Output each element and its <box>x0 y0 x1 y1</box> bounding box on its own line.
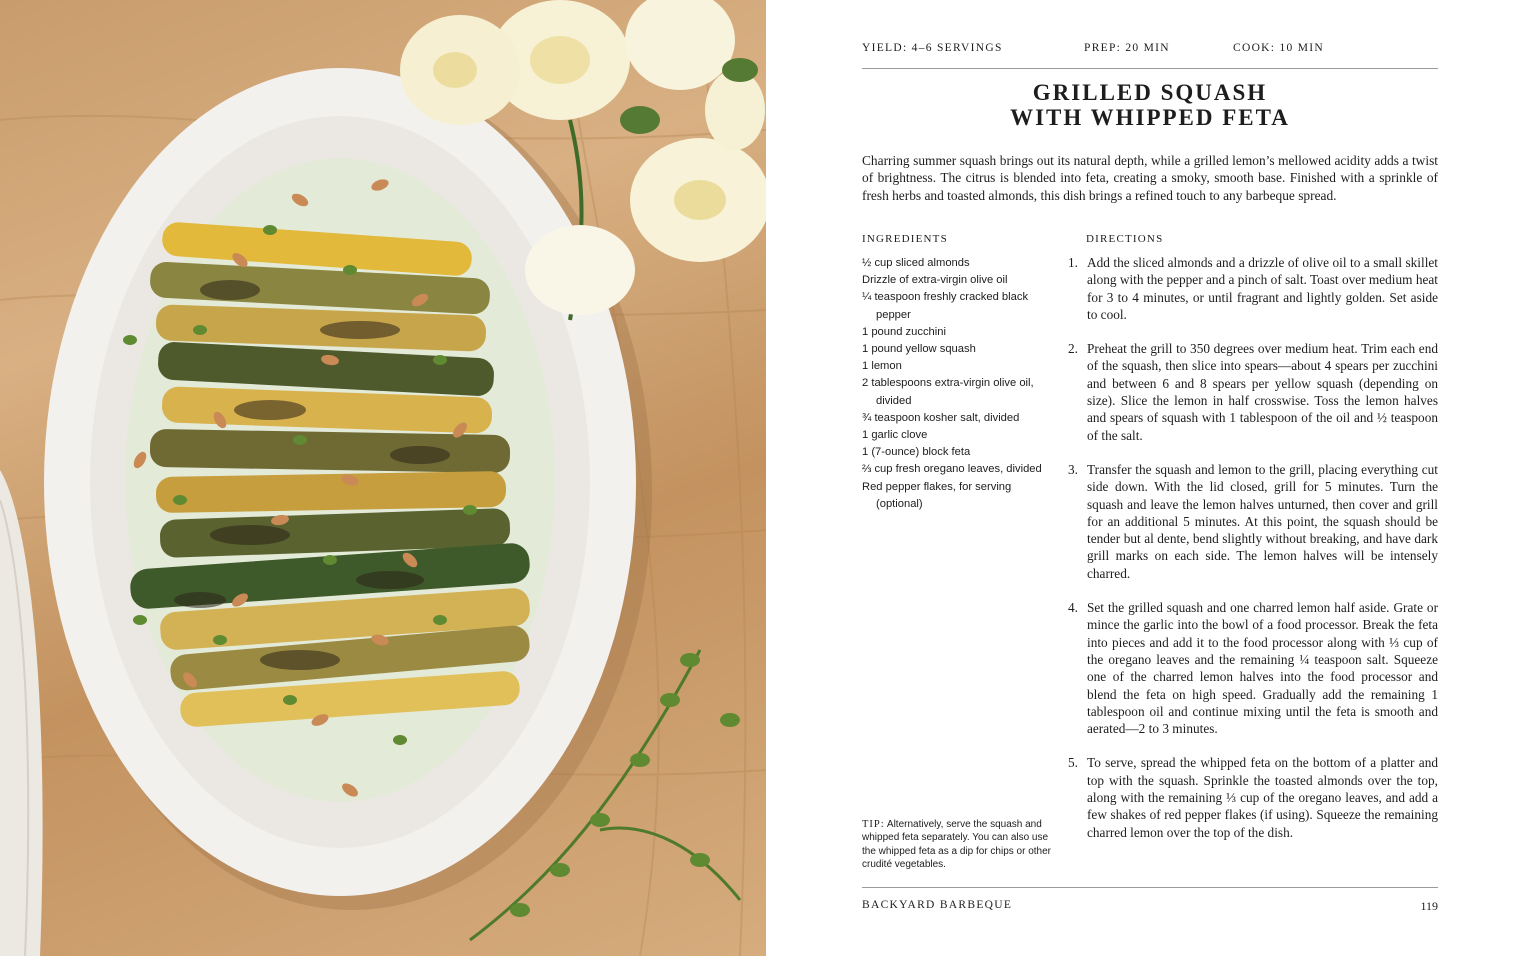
ingredients-heading: INGREDIENTS <box>862 233 948 245</box>
ingredients-list <box>862 255 1058 513</box>
step-number: 1. <box>1068 255 1078 270</box>
step-number: 2. <box>1068 341 1078 357</box>
yield-text: YIELD: 4–6 SERVINGS <box>862 42 1003 54</box>
cook-time-text: COOK: 10 MIN <box>1233 42 1324 54</box>
direction-step <box>1062 254 1438 323</box>
ingredient-item: 1 pound zucchini <box>862 325 946 338</box>
direction-step <box>1062 461 1438 582</box>
ingredient-item: Red pepper flakes, for serving (optional) <box>862 480 1012 510</box>
directions-list <box>1062 254 1438 841</box>
tip-note <box>862 818 1058 872</box>
direction-step <box>1062 754 1438 840</box>
title-line-1: GRILLED SQUASH <box>1032 80 1268 105</box>
recipe-page <box>766 0 1532 956</box>
step-text: Transfer the squash and lemon to the grill, placing everything cut side down. With the lid closed, grill for 5 minutes. Turn the squash and leave the lemon halves unturned, then cover and grill for an additional 5 minutes. At this point, the squash should be tender but al dente, bend slightly without breaking, and have dark grill marks on each side. The lemon halves will be intensely charred. <box>1087 461 1438 581</box>
step-number: 5. <box>1068 755 1078 771</box>
ingredient-item: ¾ teaspoon kosher salt, divided <box>862 411 1020 424</box>
tip-text: Alternatively, serve the squash and whipped feta separately. You can also use the whipped feta as a dip for chips or other crudité vegetables. <box>862 819 1052 871</box>
step-text: Preheat the grill to 350 degrees over medium heat. Trim each end of the squash, then slice into spears—about 4 spears per zucchini and between 6 and 8 spears per yellow squash (depending on size). Slice the lemon in half crosswise. Toss the lemon halves and spears of squash with 1 tablespoon of the oil and ½ teaspoon of the salt. <box>1087 341 1438 443</box>
ingredient-item: ⅔ cup fresh oregano leaves, divided <box>862 463 1042 476</box>
title-line-2: WITH WHIPPED FETA <box>1010 105 1290 130</box>
directions-heading: DIRECTIONS <box>1086 233 1164 245</box>
top-divider <box>862 68 1438 69</box>
tip-label: TIP: <box>862 819 885 830</box>
ingredient-item: 2 tablespoons extra-virgin olive oil, divided <box>862 377 1034 407</box>
step-text: Set the grilled squash and one charred lemon half aside. Grate or mince the garlic into the bowl of a food processor. Break the feta into pieces and add it to the food processor along with ⅓ cup of the oregano leaves and the remaining ¼ teaspoon salt. Squeeze one of the charred lemon halves into the food processor and blend the feta on high speed. Gradually add the remaining 1 tablespoon oil and continue mixing until the feta is smooth and aerated—2 to 3 minutes. <box>1087 600 1438 737</box>
recipe-meta <box>862 42 1438 62</box>
step-text: Add the sliced almonds and a drizzle of olive oil to a small skillet along with the pepper and a pinch of salt. Toast over medium heat for 3 to 4 minutes, or until fragrant and lightly golden. Set aside to cool. <box>1087 255 1438 322</box>
ingredient-item: 1 garlic clove <box>862 429 928 442</box>
ingredient-item: ½ cup sliced almonds <box>862 257 970 269</box>
bottom-divider <box>862 887 1438 888</box>
ingredient-item: 1 (7-ounce) block feta <box>862 446 971 459</box>
book-title-footer: BACKYARD BARBEQUE <box>862 899 1013 911</box>
ingredient-item: 1 pound yellow squash <box>862 343 976 356</box>
direction-step <box>1062 340 1438 444</box>
direction-step <box>1062 599 1438 737</box>
ingredient-item: Drizzle of extra-virgin olive oil <box>862 274 1008 287</box>
page-number: 119 <box>1420 899 1438 913</box>
recipe-title <box>862 80 1438 130</box>
intro-paragraph: Charring summer squash brings out its natural depth, while a grilled lemon’s mellowed acidity adds a twist of brightness. The citrus is blended into feta, creating a smoky, smooth base. Finished with a sprinkle of fresh herbs and toasted almonds, this dish brings a refined touch to any barbeque spread. <box>862 153 1438 203</box>
prep-time-text: PREP: 20 MIN <box>1084 42 1170 54</box>
step-number: 4. <box>1068 600 1078 616</box>
ingredient-item: 1 lemon <box>862 360 902 373</box>
ingredient-item: ¼ teaspoon freshly cracked black pepper <box>862 291 1029 321</box>
step-number: 3. <box>1068 461 1078 477</box>
step-text: To serve, spread the whipped feta on the bottom of a platter and top with the squash. Sprinkle the toasted almonds over the top, along with the remaining ⅓ cup of the oregano leaves, and add a few shakes of red pepper flakes (if using). Squeeze the remaining charred lemon over the top of the dish. <box>1087 755 1438 840</box>
